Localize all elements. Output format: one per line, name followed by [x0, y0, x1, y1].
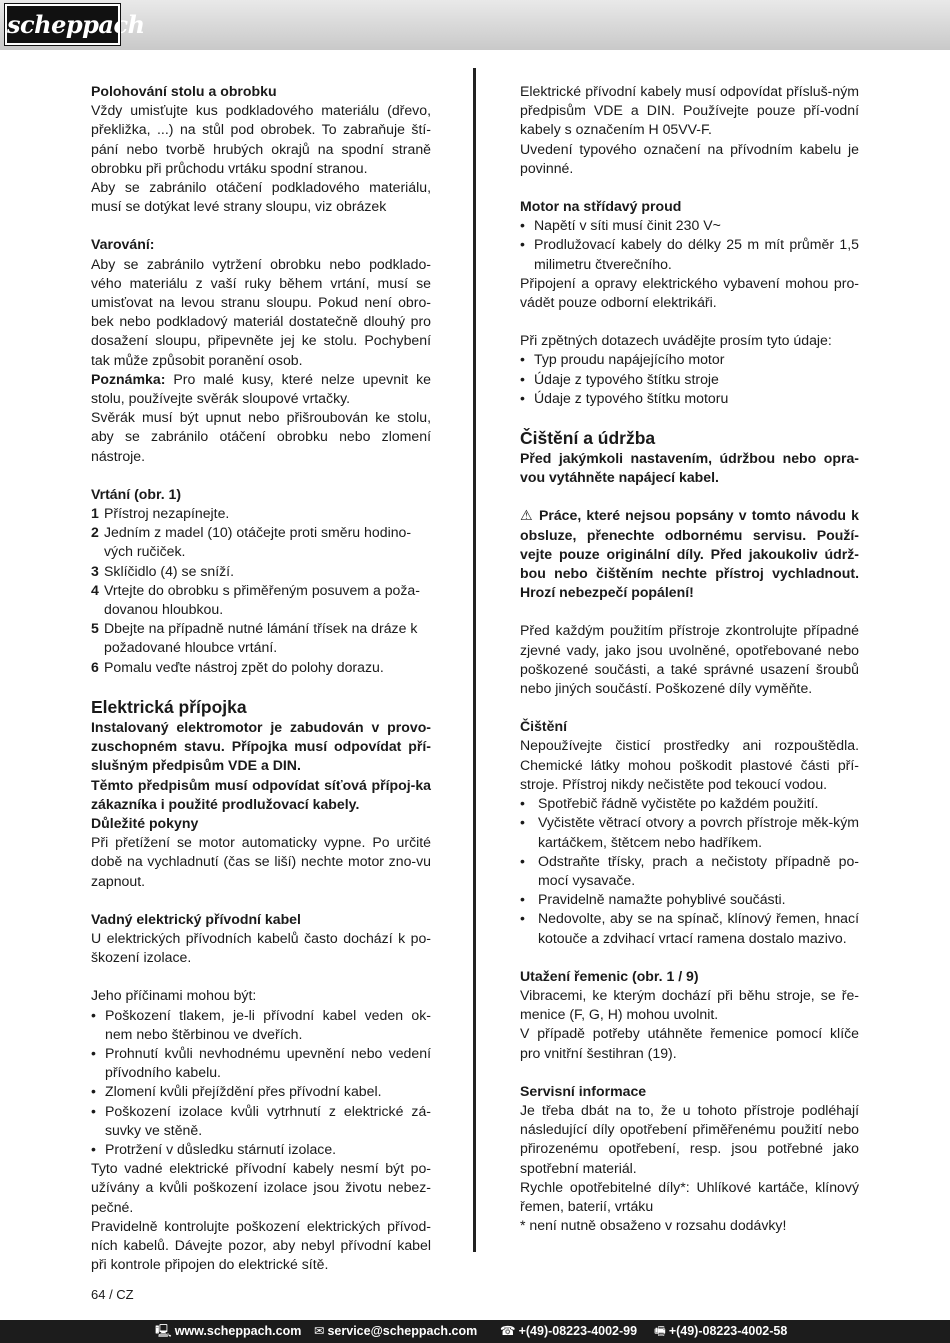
list-item: • Protržení v důsledku stárnutí izolace. [91, 1140, 431, 1159]
list-item: 4 Vrtejte do obrobku s přiměřeným posuvem a poža-dovanou hloubkou. [91, 581, 420, 618]
list-item: 6 Pomalu veďte nástroj zpět do polohy dorazu. [91, 658, 384, 675]
phone-icon: ☎ [500, 1324, 516, 1338]
list-item: • Údaje z typového štítku stroje [520, 370, 859, 389]
list-item: • Poškození izolace kvůli vytrhnutí z elektrické zá-suvky ve stěně. [91, 1102, 431, 1140]
drilling-steps [91, 504, 431, 677]
section-title-defective-cable: Vadný elektrický přívodní kabel [91, 910, 301, 927]
bold-paragraph: Před jakýmkoli nastavením, údržbou nebo opra-vou vytáhněte napájecí kabel. [520, 450, 859, 486]
list-item: • Prohnutí kvůli nevhodnému upevnění nebo vedení přívodního kabelu. [91, 1044, 431, 1082]
list-item: • Nedovolte, aby se na spínač, klínový řemen, hnací kotouče a zdvihací vrtací ramena dostalo mazivo. [520, 909, 859, 947]
paragraph: Před každým použitím přístroje zkontrolujte případné zjevné vady, jako jsou uvolněné, opotřebované nebo poškozené součásti, a také správné usazení šroubů nebo jiných součástí. Poškozené díly vyměňte. [520, 622, 859, 697]
mail-icon: ✉ [314, 1324, 325, 1338]
section-title-table-positioning: Polohování stolu a obrobku [91, 83, 277, 99]
list-item: • Odstraňte třísky, prach a nečistoty případně po-mocí vysavače. [520, 852, 859, 890]
paragraph: Vibracemi, ke kterým dochází při běhu stroje, se ře-menice (F, G, H) mohou uvolnit. [520, 986, 859, 1023]
warning-triangle-icon: ⚠ [520, 507, 534, 524]
warning-paragraph: Aby se zabránilo vytržení obrobku nebo podklado-vého materiálu z vaší ruky během vrtání, musí se umisťovat na levou stranu sloupu. Pokud není obro-bek nebo podkladový materiál dostatečně dlouhý pro dosažení sloupu, připevněte jej ke stolu. Pochybení tak může způsobit poranění osob. [91, 255, 431, 368]
phone-number: +(49)-08223-4002-99 [518, 1324, 638, 1338]
paragraph: U elektrických přívodních kabelů často dochází k po-škození izolace. [91, 929, 431, 966]
subheading-important: Důležité pokyny [91, 814, 199, 831]
paragraph: Elektrické přívodní kabely musí odpovídat přísluš-ným předpisům VDE a DIN. Používejte pouze pří-vodní kabely s označením H 05VV-F. [520, 83, 859, 138]
website-link[interactable]: www.scheppach.com [174, 1324, 302, 1338]
page-number: 64 / CZ [91, 1287, 134, 1302]
note-paragraph [91, 370, 431, 408]
section-heading-electrical: Elektrická přípojka [91, 696, 247, 717]
list-item: 2 Jedním z madel (10) otáčejte proti směru hodino-vých ručiček. [91, 524, 412, 560]
list-item: 1 Přístroj nezapínejte. [91, 505, 230, 522]
paragraph: Rychle opotřebitelné díly*: Uhlíkové kartáče, klínový řemen, baterií, vrtáku [520, 1178, 859, 1214]
paragraph: Při přetížení se motor automaticky vypne. Po určité době na vychladnutí (čas se liší) nechte motor zno-vu zapnout. [91, 834, 431, 889]
cleaning-list [520, 794, 859, 948]
footer-website [155, 1320, 301, 1343]
query-list [520, 350, 859, 408]
list-item: • Napětí v síti musí činit 230 V~ [520, 216, 859, 235]
email-link[interactable]: service@scheppach.com [327, 1324, 478, 1338]
paragraph: Nepoužívejte čisticí prostředky ani rozpouštědla. Chemické látky mohou poškodit plastové části pří-stroje. Přístroj nikdy nečistěte pod tekoucí vodou. [520, 737, 859, 792]
paragraph: Vždy umisťujte kus podkladového materiálu (dřevo, překližka, ...) na stůl pod obrobek. To zabraňuje ští-pání nebo tvorbě hrubých okrajů na spodní straně obrobku při průchodu vrtáku spodní stranou. [91, 102, 431, 176]
list-item: • Typ proudu napájejícího motor [520, 350, 859, 369]
footer-fax [654, 1320, 787, 1343]
paragraph: Svěrák musí být upnut nebo přišroubován ke stolu, aby se zabránilo otáčení obrobku nebo zlomení nástroje. [91, 409, 431, 464]
section-heading-cleaning-maintenance: Čištění a údržba [520, 428, 656, 449]
monitor-icon: 🖳 [155, 1324, 172, 1338]
left-column [91, 82, 431, 1274]
section-title-ac-motor: Motor na střídavý proud [520, 198, 682, 215]
fax-number: +(49)-08223-4002-58 [668, 1324, 788, 1338]
header-bar [0, 0, 950, 50]
fax-icon: 🖷 [654, 1324, 666, 1338]
paragraph: Připojení a opravy elektrického vybavení mohou pro-vádět pouze odborní elektrikáři. [520, 274, 859, 311]
scheppach-logo: scheppach [5, 4, 120, 45]
paragraph: * není nutně obsaženo v rozsahu dodávky! [520, 1217, 787, 1234]
list-item: • Údaje z typového štítku motoru [520, 389, 859, 408]
list-item: • Vyčistěte větrací otvory a povrch přístroje měk-kým kartáčkem, štětcem nebo hadříkem. [520, 813, 859, 851]
paragraph: Uvedení typového označení na přívodním kabelu je povinné. [520, 140, 859, 176]
paragraph: Jeho příčinami mohou být: [91, 987, 257, 1004]
right-column [520, 82, 859, 1235]
note-label: Poznámka: [91, 370, 166, 387]
paragraph: Při zpětných dotazech uvádějte prosím tyto údaje: [520, 332, 832, 349]
section-title-belt-tightening: Utažení řemenic (obr. 1 / 9) [520, 967, 699, 984]
list-item: • Pravidelně namažte pohyblivé součásti. [520, 890, 859, 909]
section-title-cleaning: Čištění [520, 718, 567, 735]
section-title-drilling: Vrtání (obr. 1) [91, 485, 182, 502]
list-item: 3 Sklíčidlo (4) se sníží. [91, 562, 235, 579]
bold-paragraph: Instalovaný elektromotor je zabudován v provo-zuschopném stavu. Přípojka musí odpovídat pří-slušným předpisům VDE a DIN. [91, 718, 431, 774]
column-divider [473, 68, 476, 1252]
list-item: • Poškození tlakem, je-li přívodní kabel veden ok-nem nebo štěrbinou ve dveřích. [91, 1006, 431, 1044]
section-title-service-info: Servisní informace [520, 1082, 647, 1099]
note-text: Pro malé kusy, které nelze upevnit ke stolu, používejte svěrák sloupové vrtačky. [91, 370, 431, 407]
paragraph: V případě potřeby utáhněte řemenice pomocí klíče pro vnitřní šestihran (19). [520, 1025, 859, 1061]
list-item: • Zlomení kvůli přejíždění přes přívodní kabel. [91, 1082, 431, 1101]
paragraph: Tyto vadné elektrické přívodní kabely nesmí být po-užívány a kvůli poškození izolace jsou životu nebez-pečné. [91, 1160, 431, 1215]
paragraph: Pravidelně kontrolujte poškození elektrických přívod-ních kabelů. Dávejte pozor, aby nebyl přívodní kabel při kontrole připojen do elektrické sítě. [91, 1217, 431, 1273]
paragraph: Aby se zabránilo otáčení podkladového materiálu, musí se dotýkat levé strany sloupu, viz obrázek [91, 179, 431, 215]
footer-bar [0, 1320, 950, 1343]
paragraph: Je třeba dbát na to, že u tohoto přístroje podléhají následující díly opotřebení přiměřenému použití nebo přirozenému opotřebení, resp. jsou potřebné jako spotřební materiál. [520, 1101, 859, 1176]
bold-paragraph: Těmto předpisům musí odpovídat síťová přípoj-ka zákazníka i použité prodlužovací kabely. [91, 776, 431, 812]
causes-list [91, 1006, 431, 1160]
list-item: • Prodlužovací kabely do délky 25 m mít průměr 1,5 milimetru čtverečního. [520, 235, 859, 273]
ac-motor-list [520, 216, 859, 274]
warning-paragraph: ⚠ Práce, které nejsou popsány v tomto návodu k obsluze, přenechte odbornému servisu. Použí-vejte pouze originální díly. Před jakoukoliv údrž-bou nebo čištěním nechte přístroj vychladnout. Hrozí nebezpečí popálení! [520, 507, 859, 601]
footer-phone [500, 1320, 637, 1343]
footer-email [314, 1320, 477, 1343]
warning-title: Varování: [91, 236, 155, 253]
list-item: • Spotřebič řádně vyčistěte po každém použití. [520, 794, 859, 813]
list-item: 5 Dbejte na případně nutné lámání třísek na dráze k požadované hloubce vrtání. [91, 620, 418, 656]
